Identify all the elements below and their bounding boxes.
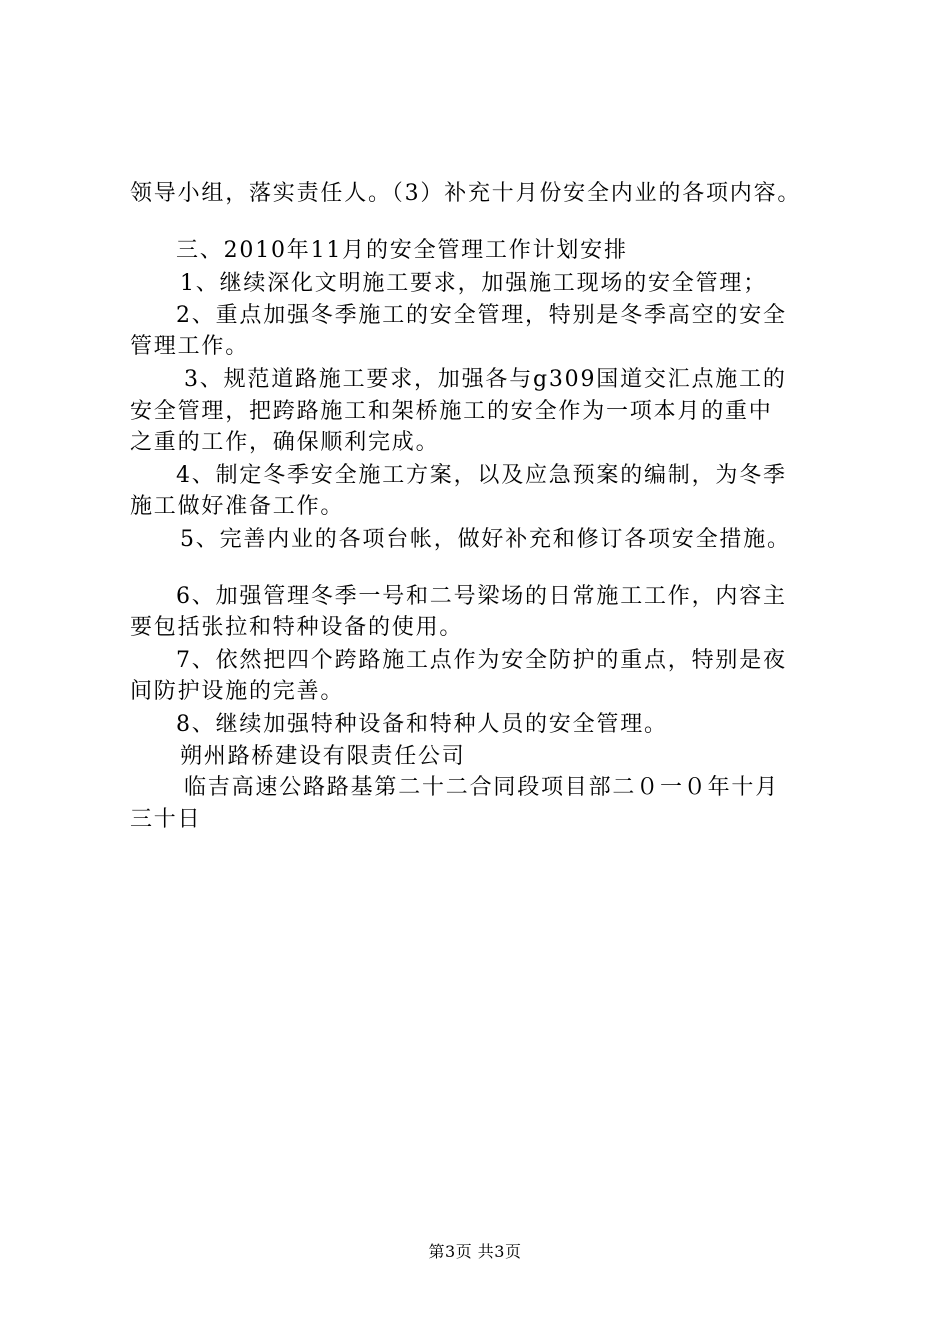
text-line: 间防护设施的完善。 <box>130 679 345 704</box>
text-line: 管理工作。 <box>130 334 250 359</box>
list-item: 8、继续加强特种设备和特种人员的安全管理。 <box>176 712 668 737</box>
text-line: 施工做好准备工作。 <box>130 494 345 519</box>
list-item: 3、规范道路施工要求，加强各与g309国道交汇点施工的 <box>184 367 787 392</box>
list-item: 1、继续深化文明施工要求，加强施工现场的安全管理； <box>180 271 767 296</box>
list-item: 6、加强管理冬季一号和二号梁场的日常施工工作，内容主 <box>176 584 787 609</box>
page-footer: 第3页 共3页 <box>428 1242 522 1261</box>
section-heading: 三、2010年11月的安全管理工作计划安排 <box>176 238 628 263</box>
text-line: 安全管理，把跨路施工和架桥施工的安全作为一项本月的重中 <box>130 399 773 424</box>
signature-line: 临吉高速公路路基第二十二合同段项目部二０一０年十月 <box>184 775 780 800</box>
text-line: 要包括张拉和特种设备的使用。 <box>130 615 464 640</box>
company-name: 朔州路桥建设有限责任公司 <box>180 744 466 769</box>
list-item: 5、完善内业的各项台帐，做好补充和修订各项安全措施。 <box>180 527 791 552</box>
date-line: 三十日 <box>130 807 202 832</box>
text-line: 之重的工作，确保顺利完成。 <box>130 430 440 455</box>
list-item: 4、制定冬季安全施工方案，以及应急预案的编制，为冬季 <box>176 463 787 488</box>
text-line: 领导小组，落实责任人。（3）补充十月份安全内业的各项内容。 <box>130 181 802 206</box>
list-item: 7、依然把四个跨路施工点作为安全防护的重点，特别是夜 <box>176 648 787 673</box>
list-item: 2、重点加强冬季施工的安全管理，特别是冬季高空的安全 <box>176 303 787 328</box>
